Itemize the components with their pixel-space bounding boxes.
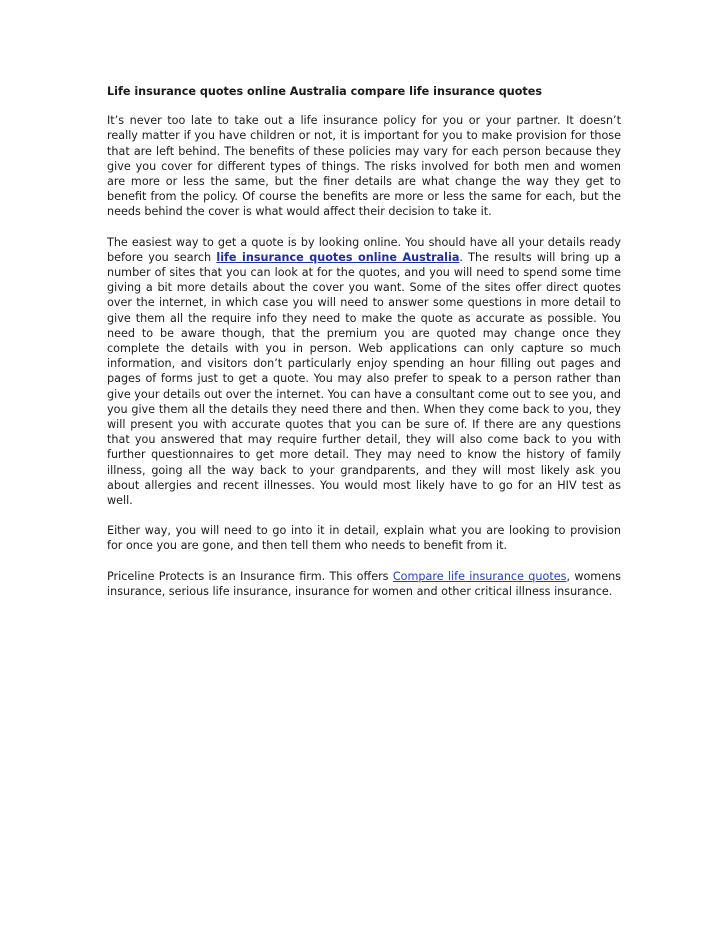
paragraph-3: Either way, you will need to go into it in detail, explain what you are looking to provision for once you are gone, and then tell them who needs to benefit from it. — [107, 524, 621, 553]
paragraph-2-text-after: . The results will bring up a number of sites that you can look at for the quotes, and you will need to spend some time giving a bit more details about the cover you want. Some of the sites offer direct quotes over the internet, in which case you will need to answer some questions in more detail to give them all the require info they need to make the quote as accurate as possible. You need to be aware though, that the premium you are quoted may change once they complete the details with you in person. Web applications can only capture so much information, and visitors don’t particularly enjoy spending an hour filling out pages and pages of forms just to get a quote. You may also prefer to speak to a person rather than give your details out over the internet. You can have a consultant come out to see you, and you give them all the details they need there and then. When they come back to you, they will present you with accurate quotes that you can be sure of. If there are any questions that you answered that may require further detail, they will also come back to you with further questionnaires to get more detail. They may need to know the history of family illness, going all the way back to your grandparents, and they will most likely ask you about allergies and recent illnesses. You would most likely have to go for an HIV test as well. — [107, 250, 622, 508]
compare-life-insurance-quotes-link[interactable]: Compare life insurance quotes — [392, 569, 567, 583]
paragraph-4 — [107, 569, 621, 599]
document-body — [107, 84, 621, 614]
document-title: Life insurance quotes online Australia compare life insurance quotes — [107, 85, 542, 98]
paragraph-4-text-after: , womens insurance, serious life insurance, insurance for women and other critical illness insurance. — [107, 569, 622, 598]
life-insurance-quotes-link[interactable]: life insurance quotes online Australia — [216, 250, 460, 264]
paragraph-2-text-before: The easiest way to get a quote is by looking online. You should have all your details ready before you search — [107, 235, 621, 264]
paragraph-4-text-before: Priceline Protects is an Insurance firm. This offers — [107, 569, 393, 583]
paragraph-2 — [107, 235, 621, 509]
paragraph-1: It’s never too late to take out a life insurance policy for you or your partner. It doesn’t really matter if you have children or not, it is important for you to make provision for those that are left behind. The benefits of these policies may vary for each person because they give you cover for different types of things. The risks involved for both men and women are more or less the same, but the finer details are what change the way they get to benefit from the policy. Of course the benefits are more or less the same for each, but the needs behind the cover is what would affect their decision to take it. — [107, 114, 621, 219]
